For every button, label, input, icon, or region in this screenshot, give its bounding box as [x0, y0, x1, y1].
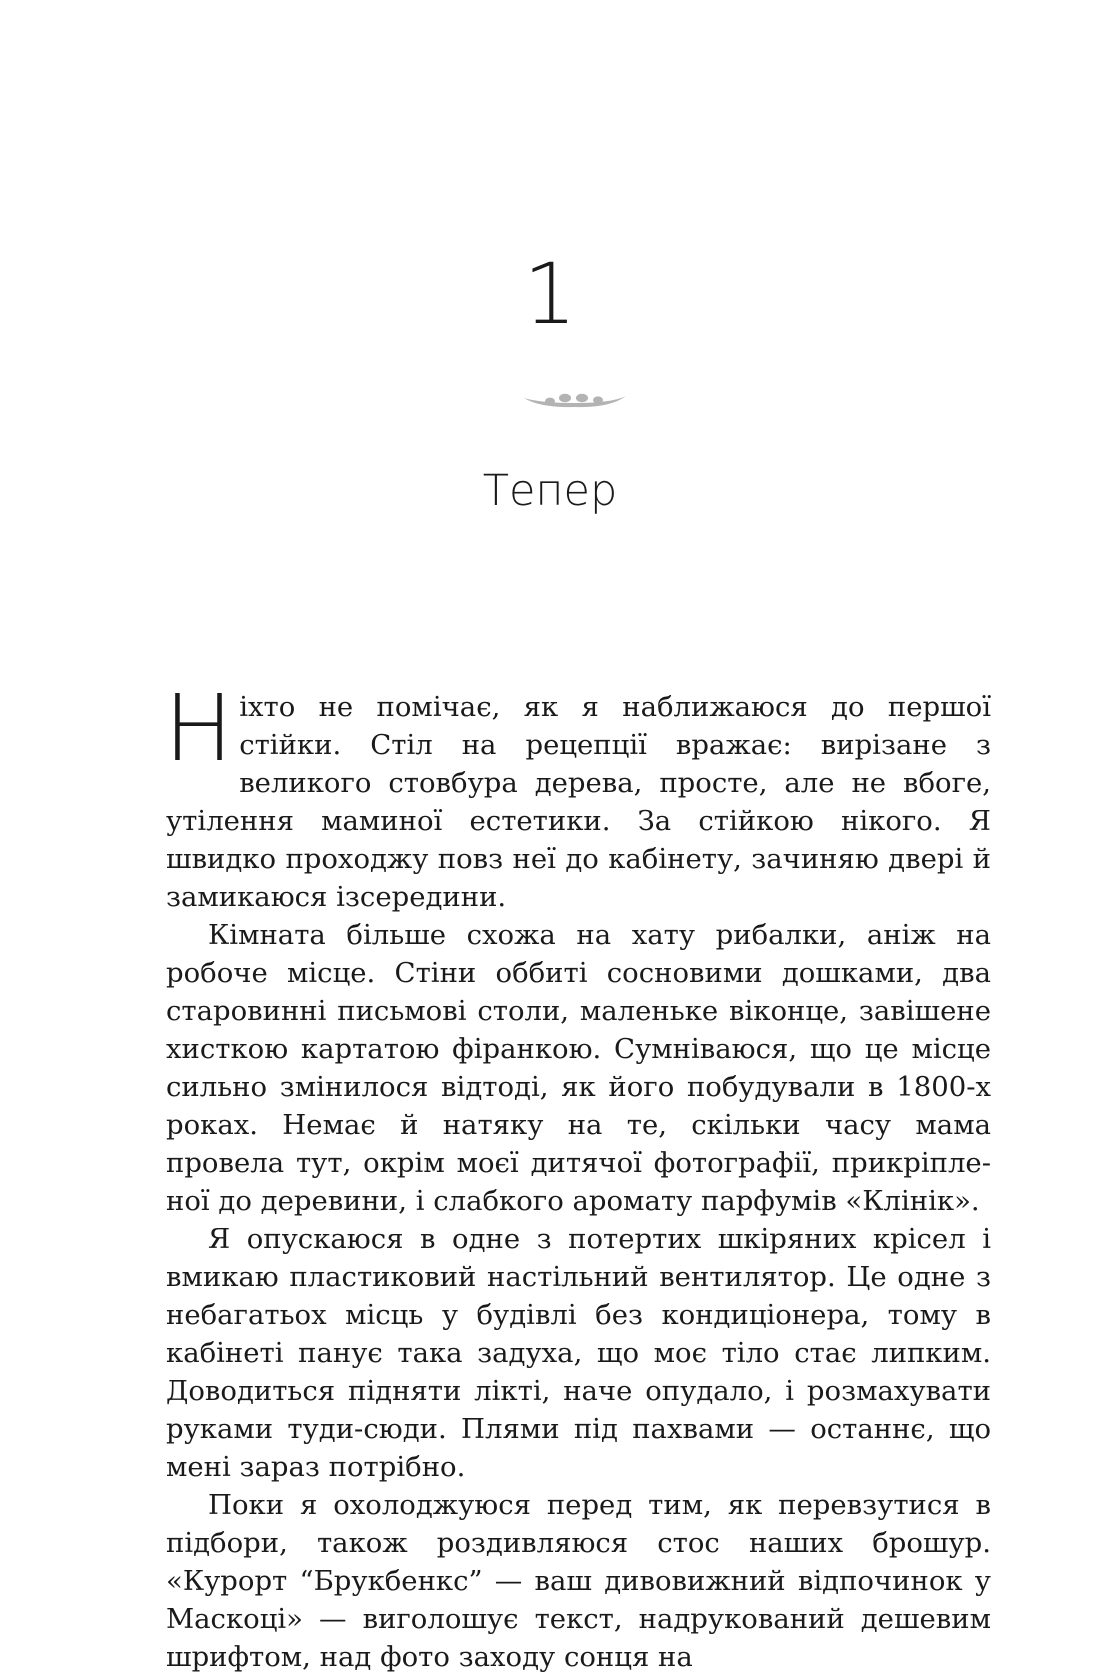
- floral-divider-icon: [520, 388, 630, 410]
- chapter-title: Тепер: [482, 466, 618, 516]
- chapter-body: [164, 675, 991, 1676]
- paragraph: Поки я охолоджуюся перед тим, як перевзутися в підбори, також роздивляюся стос наших брошур. «Курорт “Брукбенкс” — ваш дивовижний відпочинок у Маскоці» — виголошує текст, надрукований дешевим шрифтом, над фото заходу сонця на: [166, 1489, 991, 1673]
- drop-cap: Н: [164, 675, 234, 782]
- paragraph: [164, 675, 991, 916]
- paragraph-text: іхто не помічає, як я наближаюся до першої стійки. Стіл на рецепції вражає: вирізане з великого стовбура дерева, просте, але не вбоге, утілення маминої естетики. За стійкою нікого. Я швидко проходжу повз неї до кабінету, зачиняю двері й замикаюся ізсередини.: [166, 691, 991, 913]
- paragraph: Я опускаюся в одне з потертих шкіряних крісел і вмикаю пластиковий настільний вентилятор. Це одне з небагатьох місць у будівлі без кондиціонера, тому в кабінеті панує така задуха, що моє тіло стає липким. Доводиться підняти лікті, наче опудало, і розмахувати руками туди-сюди. Плями під пахвами — останнє, що мені зараз потрібно.: [166, 1223, 991, 1483]
- chapter-number: 1: [523, 245, 577, 343]
- paragraph: Кімната більше схожа на хату рибалки, аніж на робоче місце. Стіни оббиті сосновими дошками, два старовинні письмові столи, маленьке віконце, завішене хисткою картатою фіранкою. Сумніваюся, що це місце сильно змінилося відтоді, як його побудували в 1800-х роках. Немає й натяку на те, скільки часу мама провела тут, окрім моєї дитячої фотографії, прикріпленої до деревини, і слабкого аромату парфумів «Клінік».: [166, 919, 991, 1217]
